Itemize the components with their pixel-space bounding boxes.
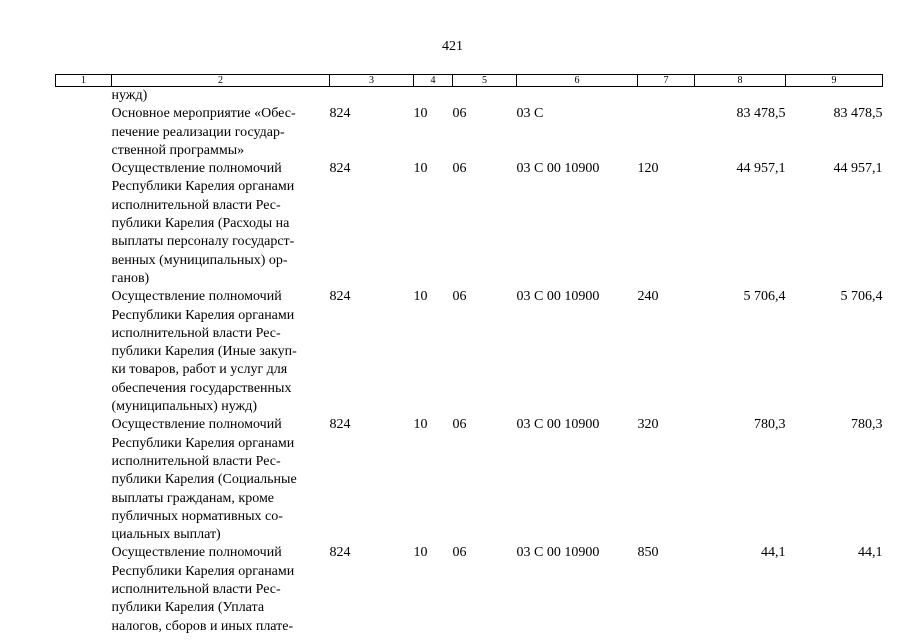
expense-name-line: циальных выплат) (111, 527, 221, 543)
section-code-cell (414, 87, 453, 106)
expense-type-cell: 320 (637, 417, 659, 433)
target-article-cell: 03 С (516, 106, 544, 122)
section-code-cell: 10 (413, 106, 428, 122)
ministry-code-cell: 824 (329, 289, 351, 305)
expense-name-cell (112, 105, 330, 160)
row-number-cell (56, 87, 112, 106)
target-article-cell: 03 С 00 10900 (516, 289, 600, 305)
expense-name-line: Осуществление полномочий (111, 161, 282, 177)
table-row (56, 87, 883, 106)
expense-name-line: Осуществление полномочий (111, 417, 282, 433)
expense-name-line: публики Карелия (Уплата (111, 600, 265, 616)
target-article-cell: 03 С 00 10900 (516, 417, 600, 433)
page-number: 421 (442, 39, 463, 54)
expense-name-cell (112, 160, 330, 288)
row-number-cell (56, 416, 112, 544)
column-header-9: 9 (786, 75, 883, 87)
expense-name-line: печение реализации государ- (111, 124, 285, 140)
amount-cell: 44 957,1 (833, 161, 883, 177)
ministry-code-cell: 824 (329, 161, 351, 177)
row-number-cell (56, 160, 112, 288)
expense-name-cell (112, 87, 330, 106)
expense-name-line: Республики Карелия органами (111, 435, 295, 451)
expense-name-line: публичных нормативных со- (111, 508, 283, 524)
budget-table (55, 74, 883, 636)
column-header-6: 6 (517, 75, 638, 87)
expense-name-line: ганов) (111, 270, 150, 286)
column-header-8: 8 (695, 75, 786, 87)
column-header-2: 2 (112, 75, 330, 87)
amount-cell: 5 706,4 (743, 289, 786, 305)
section-code-cell: 10 (413, 417, 428, 433)
subsection-code-cell: 06 (452, 545, 467, 561)
expense-name-line: ки товаров, работ и услуг для (111, 362, 288, 378)
expense-name-line: Осуществление полномочий (111, 289, 282, 305)
expense-name-line: Республики Карелия органами (111, 179, 295, 195)
row-number-cell (56, 288, 112, 416)
expense-type-cell: 240 (637, 289, 659, 305)
section-code-cell: 10 (413, 545, 428, 561)
expense-name-line: (муниципальных) нужд) (111, 399, 258, 415)
section-code-cell: 10 (413, 289, 428, 305)
expense-name-line: исполнительной власти Рес- (111, 197, 281, 213)
expense-type-cell (638, 87, 695, 106)
ministry-code-cell (330, 87, 414, 106)
amount-cell: 44 957,1 (736, 161, 786, 177)
amount-cell (695, 87, 786, 106)
column-header-3: 3 (330, 75, 414, 87)
expense-name-line: Основное мероприятие «Обес- (111, 106, 296, 122)
row-number-cell (56, 544, 112, 635)
expense-type-cell: 850 (637, 545, 659, 561)
subsection-code-cell: 06 (452, 289, 467, 305)
amount-cell: 44,1 (858, 545, 883, 561)
subsection-code-cell: 06 (452, 161, 467, 177)
ministry-code-cell: 824 (329, 545, 351, 561)
column-header-5: 5 (453, 75, 517, 87)
target-article-cell: 03 С 00 10900 (516, 545, 600, 561)
expense-name-line: публики Карелия (Иные закуп- (111, 344, 297, 360)
table-row (56, 288, 883, 416)
expense-name-line: ственной программы» (111, 142, 245, 158)
table-row (56, 105, 883, 160)
ministry-code-cell: 824 (329, 106, 351, 122)
expense-name-line: исполнительной власти Рес- (111, 453, 281, 469)
column-number-row (56, 75, 883, 87)
amount-cell: 83 478,5 (833, 106, 883, 122)
expense-name-line: обеспечения государственных (111, 380, 292, 396)
expense-name-cell (112, 544, 330, 635)
expense-type-cell (638, 105, 695, 160)
table-row (56, 544, 883, 635)
subsection-code-cell (453, 87, 517, 106)
expense-name-line: Республики Карелия органами (111, 307, 295, 323)
column-header-1: 1 (56, 75, 112, 87)
table-body (56, 87, 883, 636)
expense-name-line: исполнительной власти Рес- (111, 325, 281, 341)
expense-name-line: исполнительной власти Рес- (111, 582, 281, 598)
row-number-cell (56, 105, 112, 160)
expense-type-cell: 120 (637, 161, 659, 177)
expense-name-line: выплаты гражданам, кроме (111, 490, 275, 506)
amount-cell: 780,3 (754, 417, 786, 433)
expense-name-line: Республики Карелия органами (111, 563, 295, 579)
expense-name-line: венных (муниципальных) ор- (111, 252, 288, 268)
amount-cell: 780,3 (851, 417, 883, 433)
amount-cell: 5 706,4 (840, 289, 883, 305)
target-article-cell (517, 87, 638, 106)
amount-cell: 44,1 (761, 545, 786, 561)
expense-name-line: публики Карелия (Расходы на (111, 216, 290, 232)
ministry-code-cell: 824 (329, 417, 351, 433)
table-row (56, 160, 883, 288)
expense-name-line: Осуществление полномочий (111, 545, 282, 561)
section-code-cell: 10 (413, 161, 428, 177)
expense-name-line: нужд) (111, 88, 148, 103)
subsection-code-cell: 06 (452, 417, 467, 433)
subsection-code-cell: 06 (452, 106, 467, 122)
expense-name-line: налогов, сборов и иных плате- (111, 618, 294, 634)
expense-name-line: публики Карелия (Социальные (111, 472, 297, 488)
amount-cell: 83 478,5 (736, 106, 786, 122)
table-row (56, 416, 883, 544)
expense-name-cell (112, 416, 330, 544)
expense-name-cell (112, 288, 330, 416)
expense-name-line: выплаты персоналу государст- (111, 234, 295, 250)
target-article-cell: 03 С 00 10900 (516, 161, 600, 177)
amount-cell (786, 87, 883, 106)
column-header-4: 4 (414, 75, 453, 87)
column-header-7: 7 (638, 75, 695, 87)
